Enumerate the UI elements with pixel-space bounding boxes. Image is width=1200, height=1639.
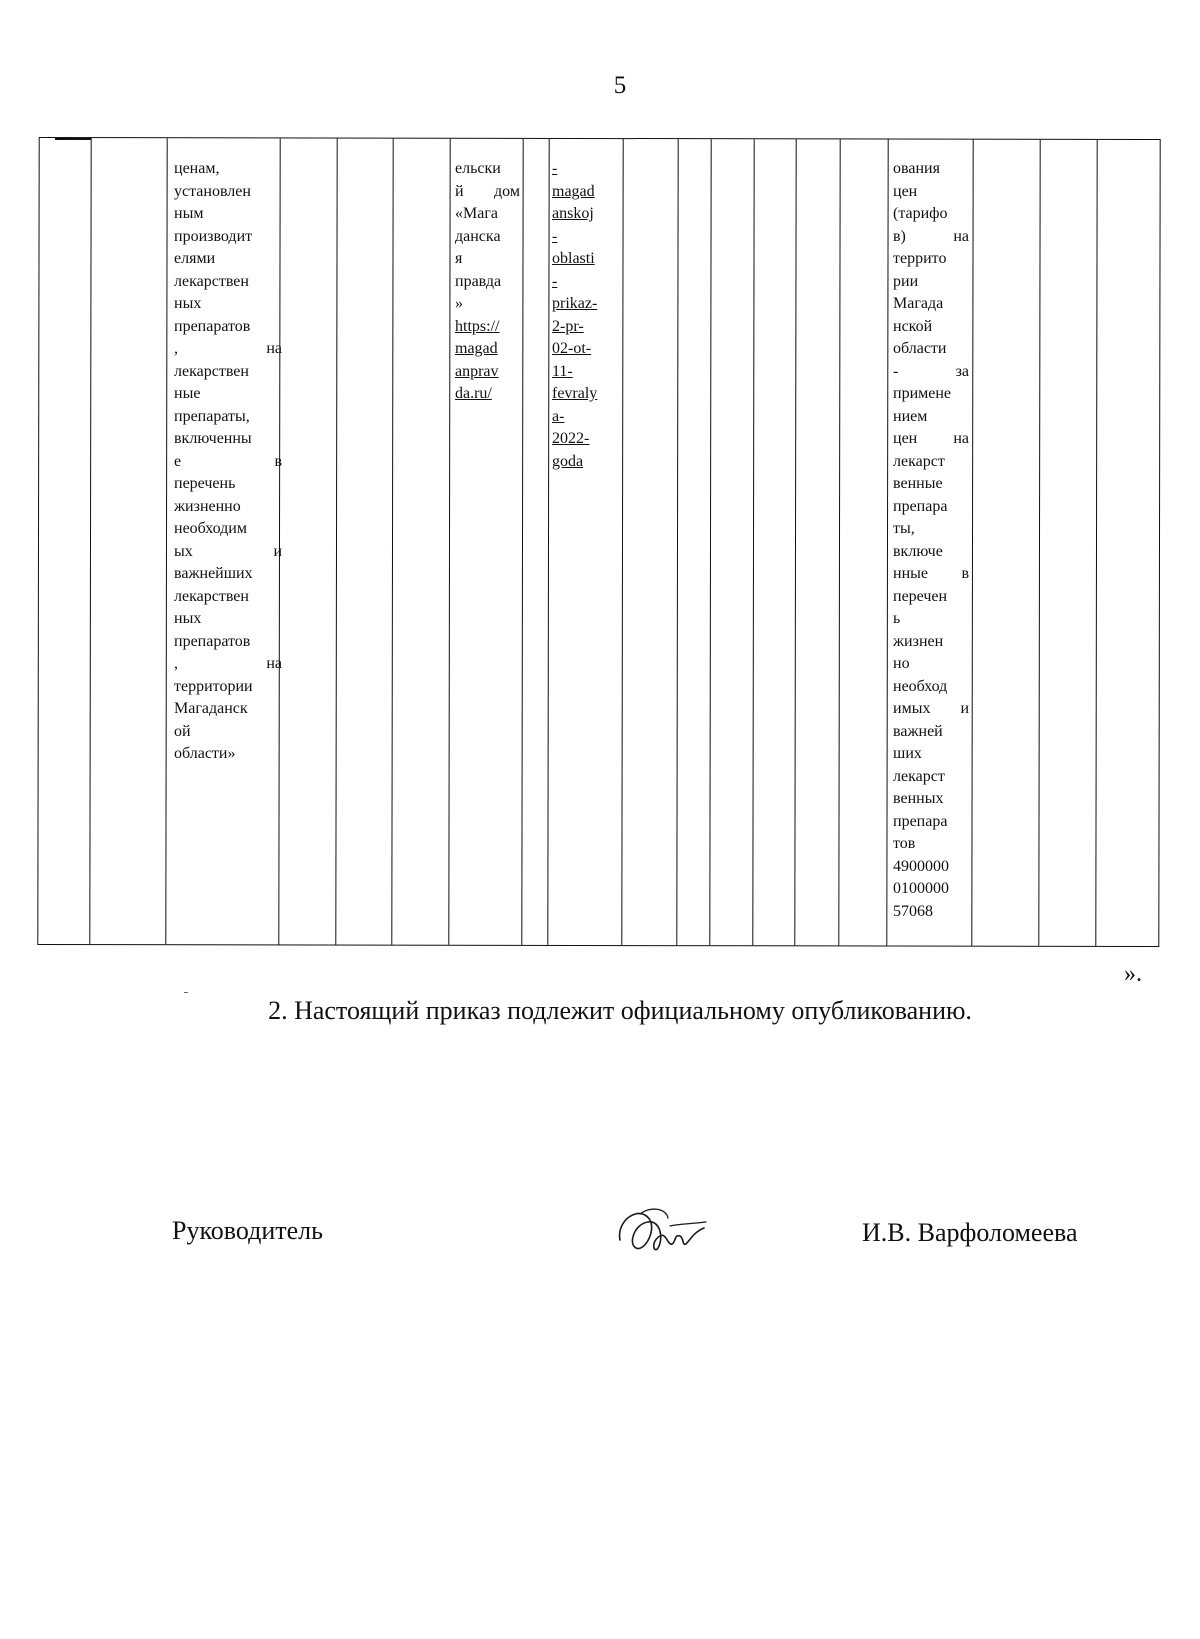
cell-word: цен bbox=[893, 430, 918, 447]
cell-line: жизнен bbox=[893, 632, 944, 650]
cell-line[interactable]: fevraly bbox=[552, 385, 598, 402]
cell-line bbox=[893, 698, 969, 721]
cell-line: ой bbox=[174, 722, 191, 740]
cell-line[interactable]: - bbox=[552, 272, 558, 290]
cell-line: террито bbox=[893, 250, 947, 267]
cell-word: в bbox=[961, 565, 969, 582]
cell-line: 57068 bbox=[893, 902, 933, 920]
cell-line: лекарст bbox=[893, 452, 945, 470]
cell-line: Магаданск bbox=[174, 700, 248, 717]
cell-line bbox=[893, 361, 969, 384]
column-line bbox=[1038, 140, 1040, 946]
column-line bbox=[676, 139, 678, 945]
cell-line: препара bbox=[893, 497, 948, 515]
cell-tariff-regulation bbox=[893, 158, 969, 923]
signatory-position: Руководитель bbox=[172, 1216, 323, 1245]
column-line bbox=[794, 139, 796, 945]
cell-line bbox=[455, 181, 520, 204]
cell-line: данска bbox=[455, 227, 501, 245]
cell-line: (тарифо bbox=[893, 205, 948, 222]
cell-line[interactable]: 2022- bbox=[552, 430, 590, 447]
cell-line: лекарствен bbox=[174, 272, 249, 290]
cell-line: необходим bbox=[174, 520, 247, 537]
cell-line: жизненно bbox=[174, 497, 241, 515]
publisher-link[interactable] bbox=[455, 316, 520, 406]
column-line bbox=[165, 138, 167, 944]
cell-line[interactable]: magad bbox=[455, 340, 498, 357]
cell-line bbox=[893, 563, 969, 586]
cell-line: но bbox=[893, 655, 910, 672]
cell-line: елями bbox=[174, 250, 216, 267]
cell-line[interactable]: oblasti bbox=[552, 250, 595, 267]
cell-line[interactable]: da.ru/ bbox=[455, 385, 492, 402]
cell-line[interactable]: - bbox=[552, 227, 558, 245]
scan-tick-mark bbox=[184, 992, 188, 993]
cell-line: тов bbox=[893, 835, 916, 852]
cell-line: важнейших bbox=[174, 565, 253, 582]
cell-line: венных bbox=[893, 790, 944, 807]
cell-word: и bbox=[960, 700, 969, 717]
handwritten-signature-icon bbox=[610, 1192, 710, 1262]
cell-line: производит bbox=[174, 227, 253, 245]
cell-line: венные bbox=[893, 475, 943, 492]
column-line bbox=[886, 140, 888, 946]
cell-word: дом bbox=[494, 182, 520, 200]
publisher-name bbox=[455, 158, 520, 316]
paragraph-2: 2. Настоящий приказ подлежит официальному опубликованию. bbox=[268, 996, 972, 1025]
cell-line bbox=[174, 451, 282, 474]
cell-line: препара bbox=[893, 812, 948, 830]
cell-line: области» bbox=[174, 745, 236, 762]
cell-word: е bbox=[174, 452, 182, 470]
cell-line: рии bbox=[893, 272, 919, 290]
cell-line: ты, bbox=[893, 520, 915, 537]
cell-line: нием bbox=[893, 407, 928, 425]
column-line bbox=[89, 138, 91, 944]
cell-line: ования bbox=[893, 160, 940, 177]
cell-line: лекарст bbox=[893, 767, 945, 785]
column-line bbox=[521, 139, 523, 945]
cell-order-link[interactable] bbox=[552, 158, 614, 473]
column-line bbox=[752, 139, 754, 945]
cell-line: препаратов bbox=[174, 317, 251, 335]
cell-publishing-house bbox=[455, 158, 520, 406]
cell-line[interactable]: magad bbox=[552, 182, 595, 200]
cell-line: ельски bbox=[455, 160, 501, 177]
cell-line: правда bbox=[455, 272, 502, 290]
column-line bbox=[1095, 140, 1097, 946]
cell-line[interactable]: anskoj bbox=[552, 205, 594, 222]
column-line bbox=[448, 139, 450, 945]
cell-word: имых bbox=[893, 700, 931, 717]
cell-line: ь bbox=[893, 610, 901, 627]
column-line bbox=[971, 140, 973, 946]
cell-line bbox=[174, 338, 282, 361]
cell-word: в) bbox=[893, 227, 906, 245]
cell-line: ших bbox=[893, 745, 922, 762]
cell-word: , bbox=[174, 340, 178, 357]
column-line bbox=[709, 139, 711, 945]
cell-line[interactable]: anprav bbox=[455, 362, 499, 380]
cell-word: на bbox=[953, 227, 969, 245]
cell-word: й bbox=[455, 182, 464, 200]
column-line bbox=[621, 139, 623, 945]
cell-word: на bbox=[953, 430, 969, 447]
cell-line: лекарствен bbox=[174, 362, 249, 380]
cell-line: территории bbox=[174, 677, 253, 695]
cell-line: области bbox=[893, 340, 947, 357]
cell-line: примене bbox=[893, 385, 952, 402]
cell-line[interactable]: 02-ot- bbox=[552, 340, 592, 357]
column-line bbox=[838, 139, 840, 945]
cell-word: на bbox=[266, 340, 282, 357]
cell-word: в bbox=[274, 452, 282, 470]
column-line bbox=[335, 139, 337, 945]
cell-word: ых bbox=[174, 542, 193, 560]
cell-line: цен bbox=[893, 182, 918, 200]
cell-line[interactable]: - bbox=[552, 160, 558, 177]
cell-line: установлен bbox=[174, 182, 251, 200]
cell-line[interactable]: goda bbox=[552, 452, 584, 470]
cell-line: 0100000 bbox=[893, 880, 949, 897]
cell-line: ным bbox=[174, 205, 204, 222]
cell-line: включе bbox=[893, 542, 943, 560]
cell-line: нской bbox=[893, 317, 933, 335]
cell-line: Магада bbox=[893, 295, 944, 312]
cell-line: ных bbox=[174, 610, 202, 627]
cell-line bbox=[174, 541, 282, 564]
cell-line: ных bbox=[174, 295, 202, 312]
cell-word: - bbox=[893, 362, 899, 380]
column-line bbox=[391, 139, 393, 945]
cell-word: нные bbox=[893, 565, 928, 582]
cell-word: за bbox=[955, 362, 969, 380]
cell-line: препаратов bbox=[174, 632, 251, 650]
cell-line[interactable]: prikaz- bbox=[552, 295, 598, 312]
page-number: 5 bbox=[613, 72, 627, 99]
cell-line: 4900000 bbox=[893, 857, 949, 875]
signatory-name: И.В. Варфоломеева bbox=[862, 1218, 1078, 1247]
cell-word: и bbox=[273, 542, 282, 560]
cell-line: включенны bbox=[174, 430, 252, 447]
cell-line bbox=[893, 428, 969, 451]
closing-quote: ». bbox=[1124, 961, 1142, 987]
cell-line: лекарствен bbox=[174, 587, 249, 605]
cell-line: ценам, bbox=[174, 160, 220, 177]
cell-line: » bbox=[455, 295, 463, 312]
cell-line bbox=[893, 226, 969, 249]
column-line bbox=[547, 139, 549, 945]
cell-line: важней bbox=[893, 722, 943, 740]
cell-line[interactable]: 11- bbox=[552, 362, 573, 380]
cell-line: необход bbox=[893, 677, 948, 695]
cell-line bbox=[174, 653, 282, 676]
cell-line[interactable]: a- bbox=[552, 407, 565, 425]
cell-line[interactable]: https:// bbox=[455, 317, 500, 335]
cell-word: , bbox=[174, 655, 178, 672]
cell-line: ные bbox=[174, 385, 201, 402]
cell-line: я bbox=[455, 250, 463, 267]
cell-line[interactable]: 2-pr- bbox=[552, 317, 584, 335]
cell-word: на bbox=[266, 655, 282, 672]
cell-line: перечень bbox=[174, 475, 236, 492]
cell-prices-description bbox=[174, 158, 282, 766]
cell-line: «Мага bbox=[455, 205, 498, 222]
cell-line: препараты, bbox=[174, 407, 250, 425]
cell-line: перечен bbox=[893, 587, 948, 605]
